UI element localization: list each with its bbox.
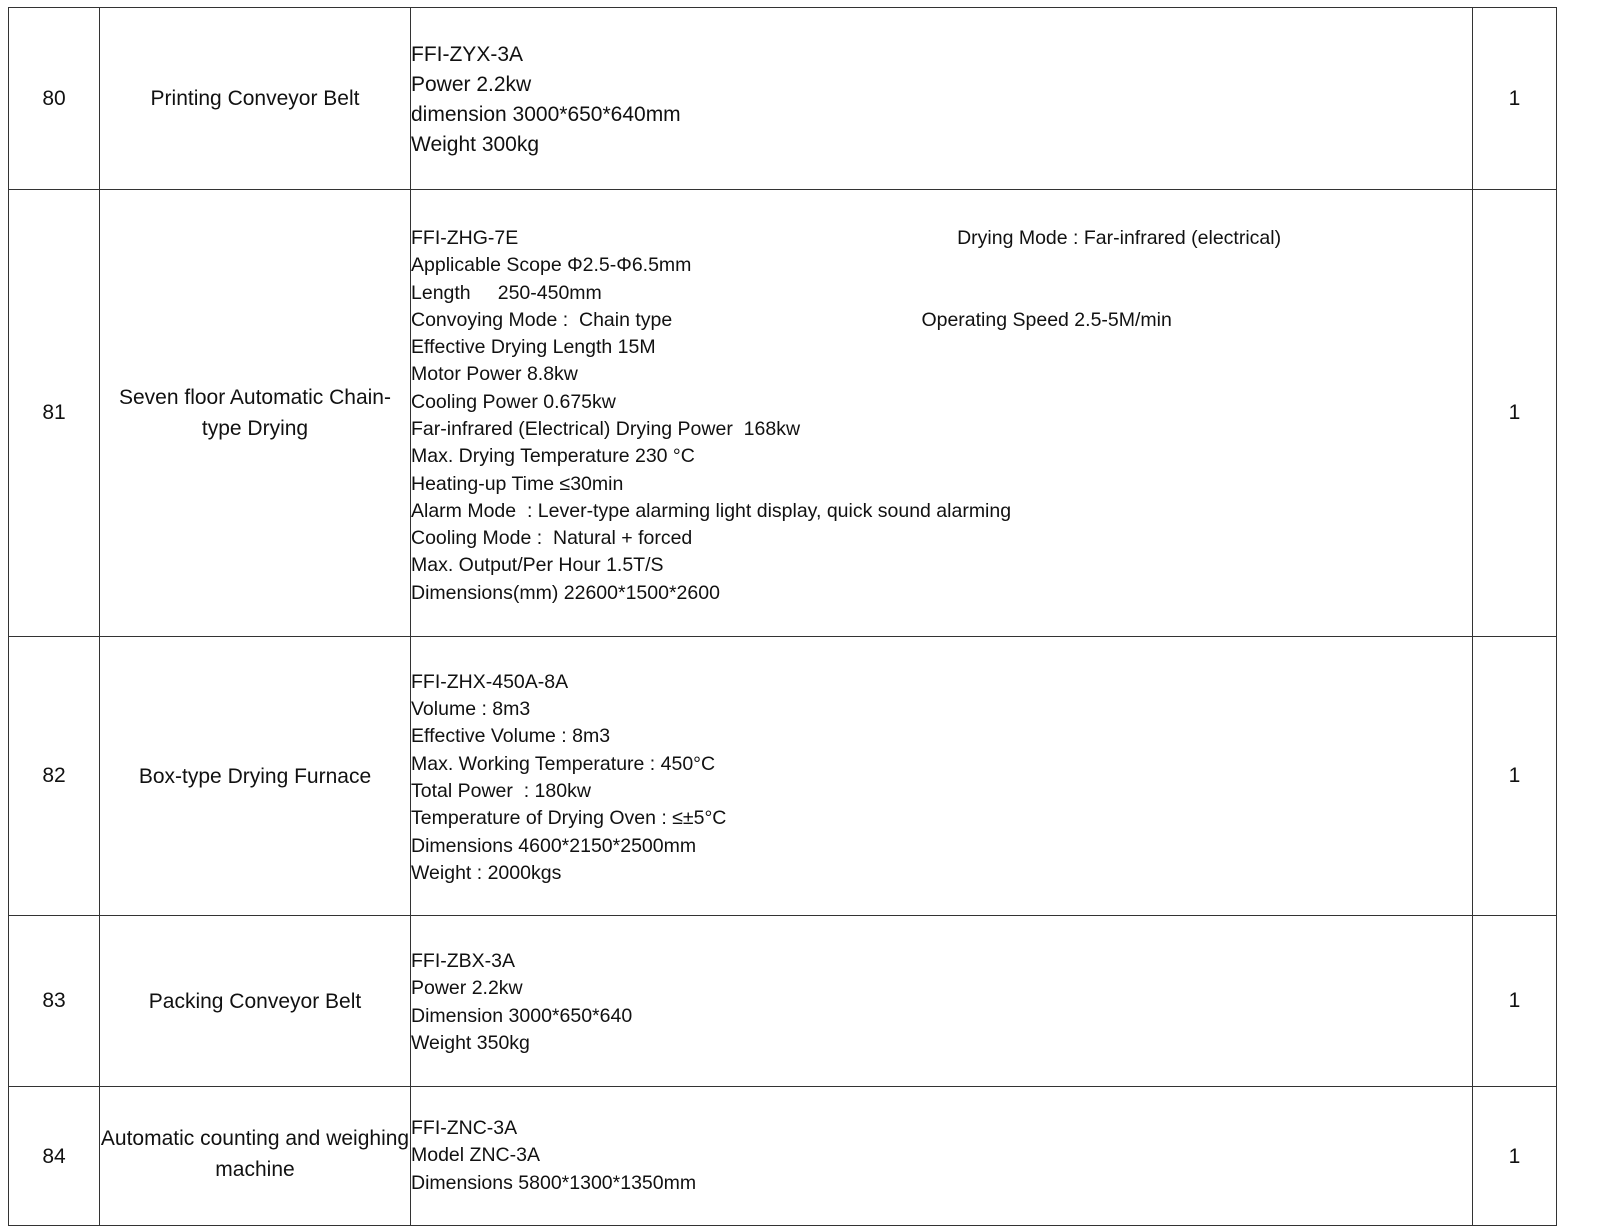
item-number: 84 bbox=[9, 1087, 100, 1226]
spec-line: dimension 3000*650*640mm bbox=[411, 102, 681, 126]
item-quantity: 1 bbox=[1473, 637, 1557, 916]
spec-line: Dimensions 4600*2150*2500mm bbox=[411, 834, 697, 857]
spec-line: Model ZNC-3A bbox=[411, 1144, 540, 1167]
table-row bbox=[9, 190, 1557, 637]
item-spec bbox=[411, 8, 1473, 190]
spec-line: Effective Volume : 8m3 bbox=[411, 725, 611, 748]
spec-line: Alarm Mode : Lever-type alarming light display, quick sound alarming bbox=[411, 499, 1012, 522]
item-name: Printing Conveyor Belt bbox=[100, 8, 411, 190]
spec-line: Applicable Scope Φ2.5-Φ6.5mm bbox=[411, 254, 692, 277]
spec-line: FFI-ZHX-450A-8A bbox=[411, 670, 569, 693]
item-number: 82 bbox=[9, 637, 100, 916]
spec-line: Weight : 2000kgs bbox=[411, 861, 562, 884]
table-row bbox=[9, 637, 1557, 916]
spec-line: Effective Drying Length 15M bbox=[411, 336, 656, 359]
spec-line: Weight 350kg bbox=[411, 1031, 530, 1054]
spec-line: Total Power : 180kw bbox=[411, 780, 591, 802]
item-name: Box-type Drying Furnace bbox=[100, 637, 411, 916]
spec-line: Dimensions(mm) 22600*1500*2600 bbox=[411, 581, 720, 604]
item-spec bbox=[411, 637, 1473, 916]
table-row bbox=[9, 8, 1557, 190]
table-row bbox=[9, 1087, 1557, 1226]
item-spec bbox=[411, 190, 1473, 637]
item-number: 81 bbox=[9, 190, 100, 637]
spec-line: Dimension 3000*650*640 bbox=[411, 1004, 633, 1027]
item-name: Automatic counting and weighing machine bbox=[100, 1087, 411, 1226]
spec-line: Temperature of Drying Oven : ≤±5°C bbox=[411, 807, 727, 830]
item-number: 83 bbox=[9, 916, 100, 1087]
spec-line: FFI-ZBX-3A bbox=[411, 949, 516, 972]
spec-line: Cooling Mode : Natural + forced bbox=[411, 527, 693, 550]
item-quantity: 1 bbox=[1473, 916, 1557, 1087]
spec-line: Volume : 8m3 bbox=[411, 698, 531, 721]
spec-line: Far-infrared (Electrical) Drying Power 168kw bbox=[411, 418, 801, 440]
item-quantity: 1 bbox=[1473, 8, 1557, 190]
spec-line: Motor Power 8.8kw bbox=[411, 363, 578, 386]
item-spec bbox=[411, 916, 1473, 1087]
spec-line: Convoying Mode : Chain type Operating Speed 2.5-5M/min bbox=[411, 308, 1172, 331]
spec-line: Max. Working Temperature : 450°C bbox=[411, 752, 716, 775]
item-name: Seven floor Automatic Chain-type Drying bbox=[100, 190, 411, 637]
spec-line: FFI-ZHG-7E Drying Mode : Far-infrared (electrical) bbox=[411, 226, 1282, 249]
spec-line: FFI-ZYX-3A bbox=[411, 42, 524, 66]
item-quantity: 1 bbox=[1473, 190, 1557, 637]
spec-line: Cooling Power 0.675kw bbox=[411, 390, 616, 413]
spec-line: Max. Drying Temperature 230 °C bbox=[411, 445, 695, 468]
equipment-table bbox=[8, 7, 1557, 1226]
spec-line: Heating-up Time ≤30min bbox=[411, 472, 624, 495]
spec-line: Power 2.2kw bbox=[411, 72, 532, 96]
spec-line: Max. Output/Per Hour 1.5T/S bbox=[411, 554, 664, 577]
table-row bbox=[9, 916, 1557, 1087]
spec-line: Weight 300kg bbox=[411, 132, 540, 156]
spec-line: Power 2.2kw bbox=[411, 977, 523, 1000]
item-number: 80 bbox=[9, 8, 100, 190]
spec-line: Length 250-450mm bbox=[411, 281, 602, 304]
item-name: Packing Conveyor Belt bbox=[100, 916, 411, 1087]
spec-line: Dimensions 5800*1300*1350mm bbox=[411, 1171, 697, 1194]
item-spec bbox=[411, 1087, 1473, 1226]
item-quantity: 1 bbox=[1473, 1087, 1557, 1226]
spec-line: FFI-ZNC-3A bbox=[411, 1117, 518, 1139]
